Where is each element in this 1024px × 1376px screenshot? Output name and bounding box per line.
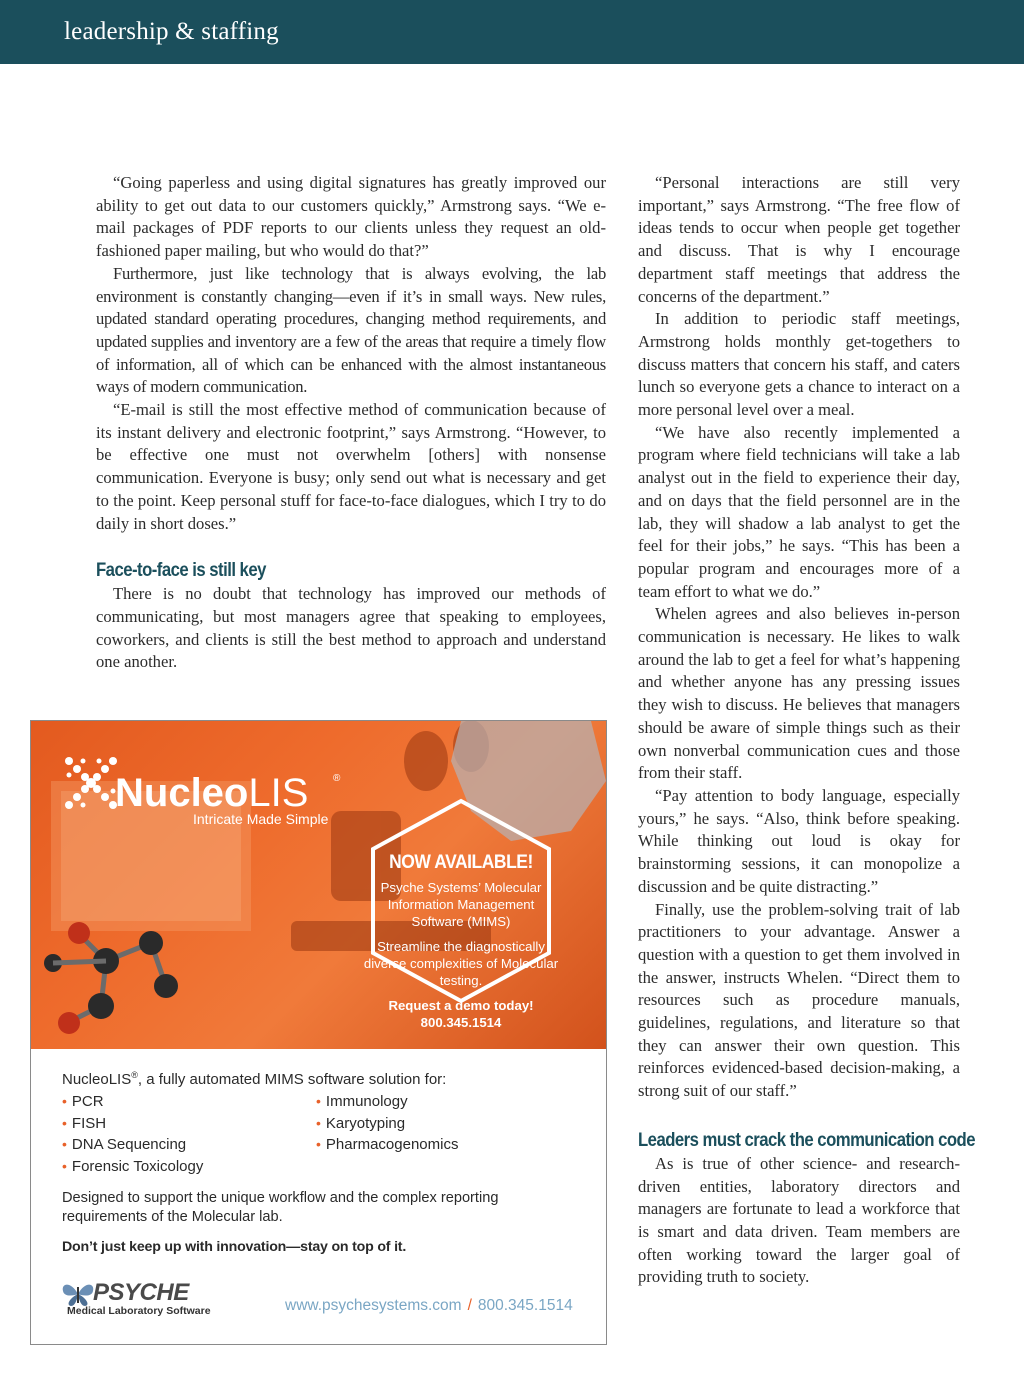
brand-tagline: Intricate Made Simple xyxy=(193,811,329,827)
registered-mark: ® xyxy=(333,773,341,784)
paragraph: “We have also recently implemented a program where field technicians will take a lab analyst out in the field to experience their day, and on days that the field personnel are in the lab, they will shadow a lab analyst to get the feel for their jobs,” he says. “This has been a popular program and encourages more of a team effort to what we do.” xyxy=(638,422,960,601)
paragraph: There is no doubt that technology has improved our methods of communicating, but most managers agree that speaking to employees, coworkers, and clients is still the best method to approach and understand one another. xyxy=(96,584,606,672)
subheading: Face-to-face is still key xyxy=(96,560,266,582)
hexagon-callout xyxy=(361,851,561,1031)
demo-phone[interactable]: 800.345.1514 xyxy=(420,1015,502,1030)
paragraph: Whelen agrees and also believes in-person communication is necessary. He likes to walk around the lab to get a feel for what’s happening and whether anyone has any pressing issues they wish to discuss. He believes that managers should be aware of simple things such as their own nonverbal communication cues and those from their staff. xyxy=(638,604,960,783)
list-item: • FISH xyxy=(62,1114,107,1132)
ad-description: Designed to support the unique workflow and the complex reporting requirements of the Molecular lab. xyxy=(62,1189,499,1225)
paragraph: “E-mail is still the most effective method of communication because of its instant delivery and electronic footprint,” says Armstrong. “However, to be effective one must not overwhelm [others] with nonsense communication. Everyone is busy; only send out what is necessary and get to the point. Keep personal stuff for face-to-face dialogues, which I try to do daily in short doses.” xyxy=(96,400,606,533)
paragraph: “Going paperless and using digital signatures has greatly improved our ability to get out data to our customers quickly,” Armstrong says. “We e-mail packages of PDF reports to our clients unless they request an old-fashioned paper mailing, but who would do that?” xyxy=(96,173,606,261)
website-link[interactable]: www.psychesystems.com xyxy=(285,1297,462,1314)
ad-intro: NucleoLIS®, a fully automated MIMS software solution for: xyxy=(62,1070,447,1088)
psyche-wordmark: PSYCHE xyxy=(93,1279,189,1306)
ad-body xyxy=(62,1069,582,1257)
dna-cross-icon xyxy=(63,755,119,811)
ad-slogan: Don’t just keep up with innovation—stay on top of it. xyxy=(62,1238,407,1255)
section-title: leadership & staffing xyxy=(64,18,279,45)
paragraph: “Pay attention to body language, especially yours,” he says. “Also, think before speaking. While thinking out loud is okay for brainstorming sessions, it can monopolize a discussion and be quite distracting.” xyxy=(638,785,960,896)
list-item: • PCR xyxy=(62,1092,104,1110)
list-item: • Immunology xyxy=(316,1092,408,1110)
feature-list xyxy=(62,1091,582,1179)
separator: / xyxy=(467,1297,472,1314)
psyche-subtitle: Medical Laboratory Software xyxy=(67,1305,211,1317)
article-column-right xyxy=(638,172,976,1289)
ad-hero-image xyxy=(31,721,606,1049)
section-header xyxy=(0,0,1024,64)
list-item: • Forensic Toxicology xyxy=(62,1158,204,1176)
paragraph: “Personal interactions are still very important,” says Armstrong. “The free flow of ideas tends to occur when people get together and discuss. That is why I encourage department staff meetings that address the concerns of the department.” xyxy=(638,173,960,306)
paragraph: As is true of other science- and research-driven entities, laboratory directors and managers are fortunate to lead a workforce that is smart and data driven. Team members are often working toward the larger goal of providing truth to society. xyxy=(638,1153,960,1287)
psyche-logo[interactable] xyxy=(61,1279,221,1319)
phone-number[interactable]: 800.345.1514 xyxy=(477,1297,573,1314)
ad-contact xyxy=(285,1297,573,1315)
butterfly-icon xyxy=(61,1281,95,1307)
article-column-left xyxy=(96,172,606,674)
list-item: • Karyotyping xyxy=(316,1114,406,1132)
paragraph: Finally, use the problem-solving trait of lab practitioners to your advantage. Answer a question with a question to get them involved in the answer, instructs Whelen. “Direct them to resources such as procedure manuals, guidelines, regulations, and literature so that they can answer their own question. This reinforces evidenced-based decision-making, a strong suit of our staff.” xyxy=(638,899,960,1101)
paragraph: In addition to periodic staff meetings, Armstrong holds monthly get-togethers to discuss matters that concern his staff, and caters lunch so everyone gets a chance to interact on a more personal level over a meal. xyxy=(638,309,960,420)
callout-text: Streamline the diagnostically diverse complexities of Molecular testing. xyxy=(363,939,559,988)
subheading: Leaders must crack the communication code xyxy=(638,1129,976,1151)
callout-text: Psyche Systems’ Molecular Information Management Software (MIMS) xyxy=(380,880,542,929)
advertisement[interactable] xyxy=(30,720,607,1345)
callout-title: NOW AVAILABLE! xyxy=(389,852,533,873)
paragraph: Furthermore, just like technology that is always evolving, the lab environment is constantly changing—even if it’s in small ways. New rules, updated standard operating procedures, changing method requirements, and updated supplies and inventory are a few of the areas that require a timely flow of information, all of which can be enhanced with the almost instantaneous ways of modern communication. xyxy=(96,263,606,397)
demo-cta[interactable]: Request a demo today! xyxy=(388,998,534,1013)
brand-name: NucleoLIS xyxy=(115,771,309,815)
list-item: • Pharmacogenomics xyxy=(316,1136,459,1154)
list-item: • DNA Sequencing xyxy=(62,1136,187,1154)
